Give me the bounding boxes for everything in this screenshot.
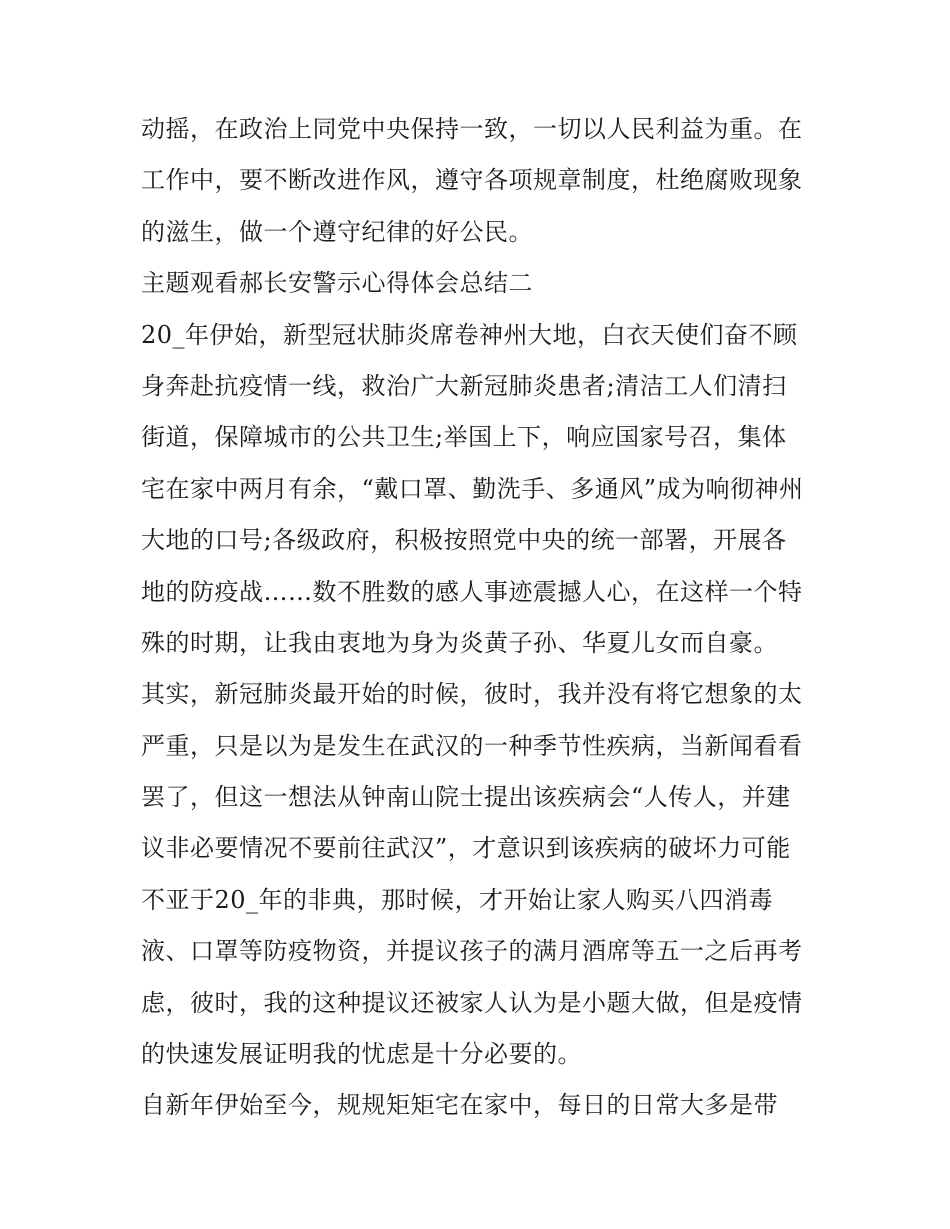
section-heading: 主题观看郝长安警示心得体会总结二 <box>141 269 533 298</box>
paragraph-line: 其实，新冠肺炎最开始的时候，彼时，我并没有将它想象的太 <box>141 680 803 709</box>
paragraph-line: 自新年伊始至今，规规矩矩宅在家中，每日的日常大多是带 <box>141 1091 778 1120</box>
paragraph-line: 宅在家中两月有余，“戴口罩、勤洗手、多通风”成为响彻神州 <box>141 474 804 503</box>
paragraph-line: 的滋生，做一个遵守纪律的好公民。 <box>141 217 533 246</box>
paragraph-line: 罢了，但这一想法从钟南山院士提出该疾病会“人传人，并建 <box>141 783 791 812</box>
paragraph-line: 动摇，在政治上同党中央保持一致，一切以人民利益为重。在 <box>141 115 803 143</box>
paragraph-line: 身奔赴抗疫情一线，救治广大新冠肺炎患者;清洁工人们清扫 <box>141 371 787 400</box>
paragraph-line: 大地的口号;各级政府，积极按照党中央的统一部署，开展各 <box>141 526 787 555</box>
paragraph-line: 殊的时期，让我由衷地为身为炎黄子孙、华夏儿女而自豪。 <box>141 628 778 657</box>
paragraph-line: 虑，彼时，我的这种提议还被家人认为是小题大做，但是疫情 <box>141 988 803 1017</box>
paragraph-line: 的快速发展证明我的忧虑是十分必要的。 <box>141 1040 582 1069</box>
paragraph-line: 街道，保障城市的公共卫生;举国上下，响应国家号召，集体 <box>141 423 787 452</box>
paragraph-line: 严重，只是以为是发生在武汉的一种季节性疾病，当新闻看看 <box>141 731 803 760</box>
paragraph-line: 议非必要情况不要前往武汉”，才意识到该疾病的破坏力可能 <box>141 834 791 863</box>
paragraph-line: 地的防疫战……数不胜数的感人事迹震撼人心，在这样一个特 <box>141 577 803 606</box>
paragraph-line: 20_年伊始，新型冠状肺炎席卷神州大地，白衣天使们奋不顾 <box>141 320 798 349</box>
document-body <box>141 104 821 1132</box>
paragraph-line: 工作中，要不断改进作风，遵守各项规章制度，杜绝腐败现象 <box>141 166 803 195</box>
paragraph-line: 液、口罩等防疫物资，并提议孩子的满月酒席等五一之后再考 <box>141 937 803 966</box>
paragraph-line: 不亚于20_年的非典，那时候，才开始让家人购买八四消毒 <box>141 885 774 914</box>
